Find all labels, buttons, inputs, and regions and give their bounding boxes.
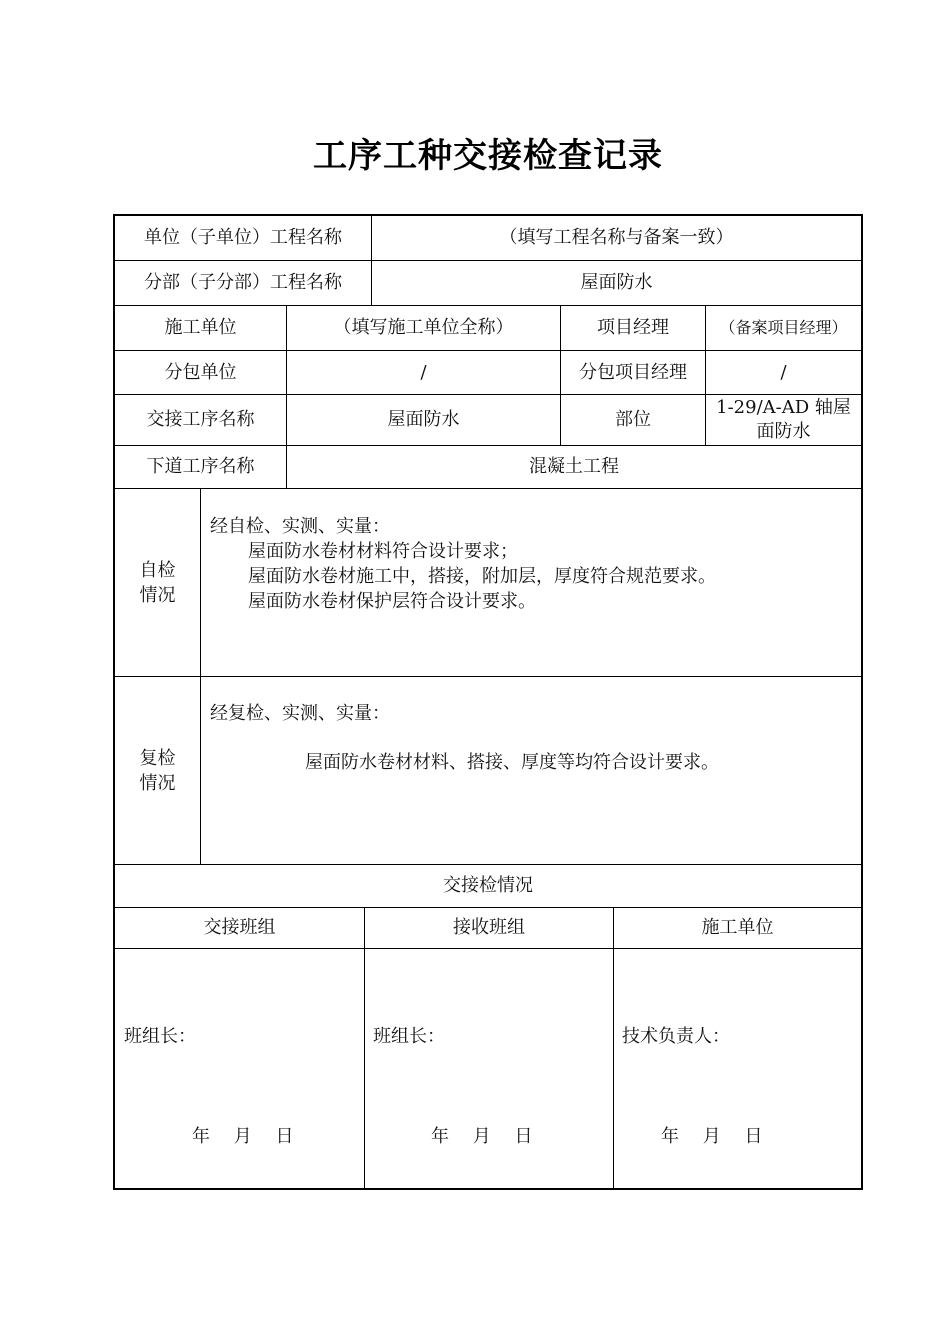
sub-project-manager-label: 分包项目经理 — [579, 361, 687, 383]
self-check-item: 屋面防水卷材保护层符合设计要求。 — [248, 591, 536, 612]
handover-process-label: 交接工序名称 — [146, 409, 255, 430]
recheck-label-line1: 复检 — [139, 747, 176, 769]
location-label: 部位 — [615, 409, 651, 430]
contractor-date: 年 月 日 — [661, 1126, 763, 1147]
self-check-label-line1: 自检 — [139, 559, 176, 581]
column-divider — [613, 907, 614, 1190]
column-divider — [364, 907, 365, 1190]
recheck-result: 屋面防水卷材材料、搭接、厚度等均符合设计要求。 — [305, 752, 719, 773]
sub-project-manager-value: / — [780, 361, 787, 383]
handover-team-header: 交接班组 — [203, 917, 276, 938]
location-value — [706, 395, 861, 445]
project-manager-value: （备案项目经理） — [719, 318, 848, 337]
handover-team-date: 年 月 日 — [192, 1126, 294, 1147]
next-process-label: 下道工序名称 — [146, 456, 255, 477]
contractor-header: 施工单位 — [701, 917, 774, 938]
recheck-intro: 经复检、实测、实量： — [210, 703, 390, 724]
location-value-line2: 面防水 — [756, 421, 811, 442]
subsection-value: 屋面防水 — [580, 272, 653, 293]
row-divider — [115, 948, 861, 949]
self-check-intro: 经自检、实测、实量： — [210, 516, 390, 537]
row-divider — [115, 676, 861, 677]
page-title: 工序工种交接检查记录 — [313, 136, 663, 176]
self-check-label — [115, 489, 200, 676]
location-value-line1: 1-29/A-AD 轴屋 — [716, 397, 851, 418]
subcontractor-value: / — [420, 361, 427, 383]
handover-team-leader-signature: 班组长： — [124, 1026, 196, 1047]
receiving-team-header: 接收班组 — [453, 917, 525, 938]
column-divider — [200, 488, 201, 864]
inspection-record-table — [113, 214, 863, 1190]
handover-process-value: 屋面防水 — [387, 409, 460, 430]
self-check-item: 屋面防水卷材材料符合设计要求； — [248, 541, 518, 562]
recheck-label-line2: 情况 — [139, 772, 176, 794]
technical-lead-signature: 技术负责人： — [622, 1026, 730, 1047]
next-process-value: 混凝土工程 — [529, 456, 619, 477]
subsection-label: 分部（子分部）工程名称 — [144, 272, 342, 293]
contractor-label: 施工单位 — [164, 317, 237, 338]
self-check-label-line2: 情况 — [139, 584, 176, 606]
project-name-label: 单位（子单位）工程名称 — [144, 227, 342, 248]
contractor-value: （填写施工单位全称） — [333, 317, 514, 338]
receiving-team-leader-signature: 班组长： — [373, 1026, 445, 1047]
row-divider — [115, 488, 861, 489]
handover-section-title: 交接检情况 — [443, 875, 533, 896]
receiving-team-date: 年 月 日 — [431, 1126, 533, 1147]
self-check-item: 屋面防水卷材施工中，搭接，附加层，厚度符合规范要求。 — [248, 566, 716, 587]
project-manager-label: 项目经理 — [597, 317, 669, 338]
recheck-label — [115, 677, 200, 864]
subcontractor-label: 分包单位 — [164, 361, 237, 383]
project-name-value: （填写工程名称与备案一致） — [499, 227, 734, 248]
